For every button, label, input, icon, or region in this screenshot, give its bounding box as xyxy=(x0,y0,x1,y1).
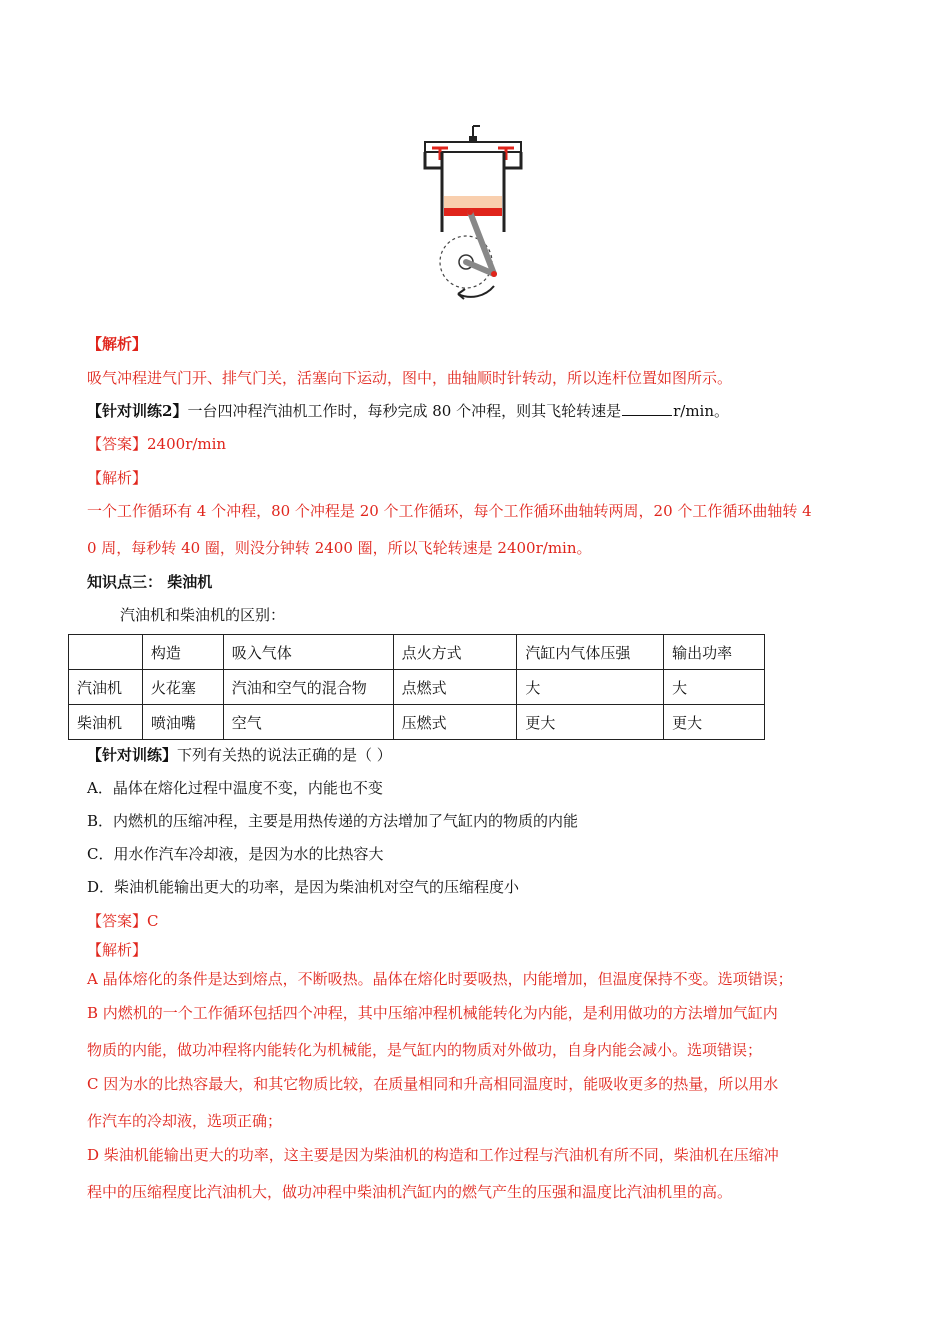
table-cell: 更大 xyxy=(664,705,765,740)
analysis-text-1: 吸气冲程进气门开、排气门关，活塞向下运动，图中，曲轴顺时针转动，所以连杆位置如图所示。 xyxy=(87,369,733,387)
comparison-table xyxy=(68,634,765,740)
table-cell: 柴油机 xyxy=(69,705,143,740)
table-header-cell: 输出功率 xyxy=(664,635,765,670)
training2-label: 【针对训练2】 xyxy=(87,402,188,420)
analysis-label-2: 【解析】 xyxy=(87,469,148,487)
analysis-text-2b: 0 周，每秒转 40 圈，则没分钟转 2400 圈，所以飞轮转速是 2400r/min。 xyxy=(87,539,592,557)
option-c: C．用水作汽车冷却液，是因为水的比热容大 xyxy=(87,845,384,863)
table-header-row xyxy=(69,635,765,670)
training3-question xyxy=(87,745,392,765)
option-d: D．柴油机能输出更大的功率，是因为柴油机对空气的压缩程度小 xyxy=(87,878,520,896)
table-cell: 火花塞 xyxy=(142,670,223,705)
table-header-cell: 点火方式 xyxy=(393,635,517,670)
answer-label-3: 【答案】 xyxy=(87,912,148,930)
table-header-cell xyxy=(69,635,143,670)
table-cell: 大 xyxy=(664,670,765,705)
analysis-line: C 因为水的比热容最大，和其它物质比较，在质量相同和升高相同温度时，能吸收更多的热量，所以用水 xyxy=(87,1075,779,1093)
table-cell: 压燃式 xyxy=(393,705,517,740)
table-cell: 点燃式 xyxy=(393,670,517,705)
answer-text-3: C xyxy=(147,912,159,930)
analysis-line: 物质的内能，做功冲程将内能转化为机械能，是气缸内的物质对外做功，自身内能会减小。选项错误； xyxy=(87,1041,763,1059)
table-header-cell: 吸入气体 xyxy=(223,635,393,670)
analysis-label-3: 【解析】 xyxy=(87,941,148,959)
knowledge-intro: 汽油机和柴油机的区别： xyxy=(120,606,286,624)
knowledge-heading: 知识点三： 柴油机 xyxy=(87,573,213,591)
analysis-line: 作汽车的冷却液，选项正确； xyxy=(87,1112,283,1130)
table-cell: 空气 xyxy=(223,705,393,740)
training2-answer xyxy=(87,434,226,454)
table-header-cell: 构造 xyxy=(142,635,223,670)
training3-question-text: 下列有关热的说法正确的是（ ） xyxy=(177,746,392,764)
table-cell: 汽油和空气的混合物 xyxy=(223,670,393,705)
option-b: B．内燃机的压缩冲程，主要是用热传递的方法增加了气缸内的物质的内能 xyxy=(87,812,579,830)
table-cell: 汽油机 xyxy=(69,670,143,705)
table-row xyxy=(69,670,765,705)
answer-text-2: 2400r/min xyxy=(147,435,227,453)
analysis-line: D 柴油机能输出更大的功率，这主要是因为柴油机的构造和工作过程与汽油机有所不同，柴油机在压缩冲 xyxy=(87,1146,779,1164)
table-cell: 大 xyxy=(517,670,664,705)
table-cell: 喷油嘴 xyxy=(142,705,223,740)
analysis-line: B 内燃机的一个工作循环包括四个冲程，其中压缩冲程机械能转化为内能，是利用做功的方法增加气缸内 xyxy=(87,1004,778,1022)
analysis-line: 程中的压缩程度比汽油机大，做功冲程中柴油机汽缸内的燃气产生的压强和温度比汽油机里的高。 xyxy=(87,1183,733,1201)
answer-label-2: 【答案】 xyxy=(87,435,148,453)
analysis-line: A 晶体熔化的条件是达到熔点，不断吸热。晶体在熔化时要吸热，内能增加，但温度保持不变。选项错误； xyxy=(87,970,793,988)
table-row xyxy=(69,705,765,740)
training2-question-post: r/min。 xyxy=(673,402,729,420)
table-header-cell: 汽缸内气体压强 xyxy=(517,635,664,670)
option-a: A．晶体在熔化过程中温度不变，内能也不变 xyxy=(87,779,383,797)
analysis-label-1: 【解析】 xyxy=(87,335,148,353)
training3-answer xyxy=(87,911,159,931)
table-cell: 更大 xyxy=(517,705,664,740)
training2-question xyxy=(87,401,729,421)
analysis-text-2a: 一个工作循环有 4 个冲程，80 个冲程是 20 个工作循环，每个工作循环曲轴转两周，20 个工作循环曲轴转 4 xyxy=(87,502,812,520)
training2-question-pre: 一台四冲程汽油机工作时，每秒完成 80 个冲程，则其飞轮转速是 xyxy=(187,402,622,420)
answer-blank xyxy=(622,401,672,416)
engine-cylinder-icon xyxy=(418,124,528,306)
training3-label: 【针对训练】 xyxy=(87,746,178,764)
